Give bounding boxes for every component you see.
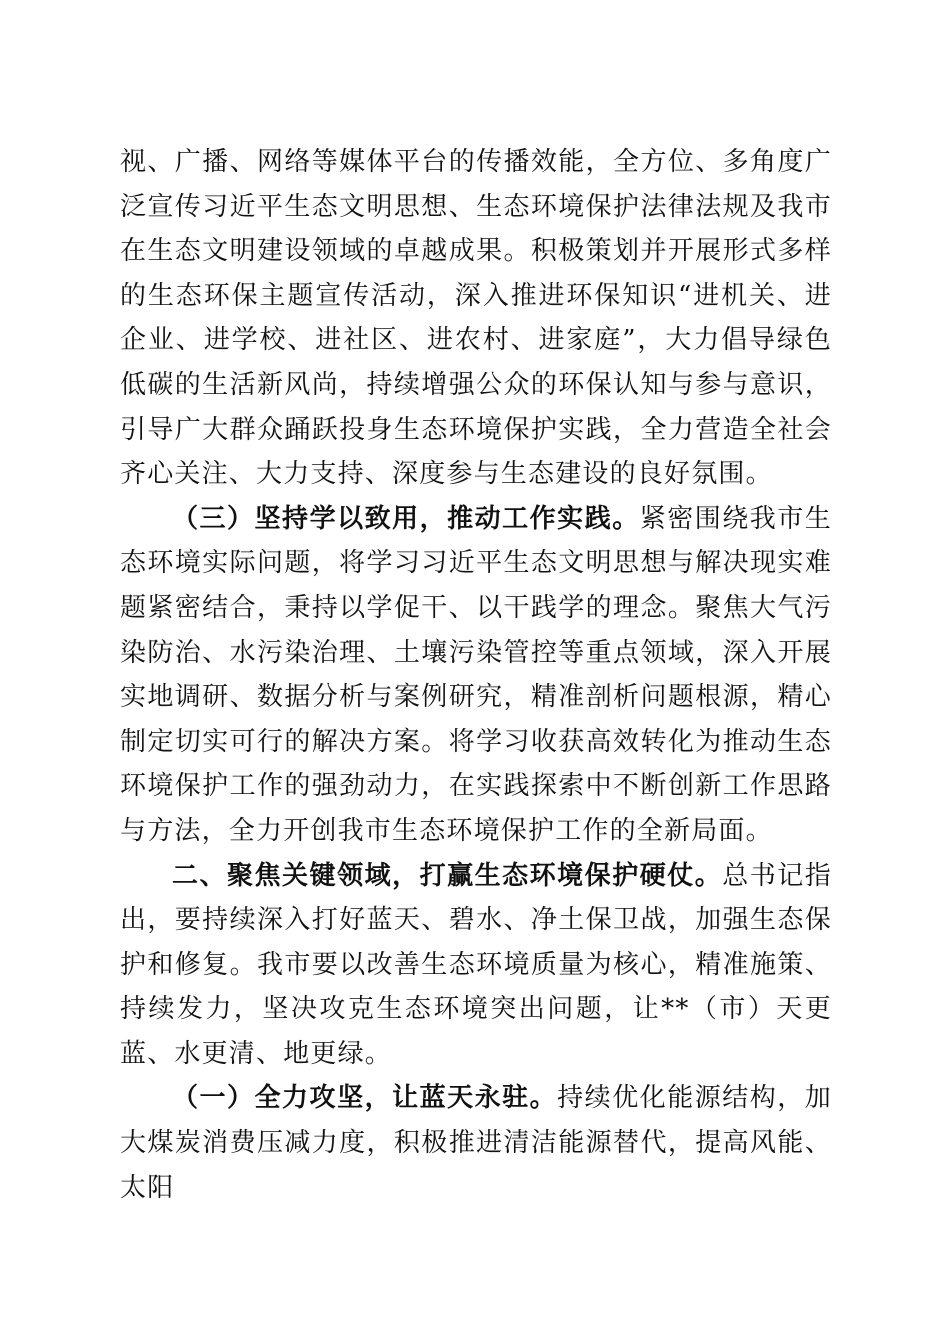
document-page: [120, 140, 832, 1210]
paragraph-key-areas: [120, 854, 832, 1077]
paragraph-blue-sky: [120, 1076, 832, 1210]
paragraph-key-areas-body: 总书记指出，要持续深入打好蓝天、碧水、净土保卫战，加强生态保护和修复。我市要以改善生态环境质量为核心，精准施策、持续发力，坚决攻克生态环境突出问题，让**（市）天更蓝、水更清、地更绿。: [120, 860, 832, 1069]
section-lead-apply-learning: （三）坚持学以致用，推动工作实践。: [172, 503, 640, 534]
paragraph-apply-learning-body: 紧密围绕我市生态环境实际问题，将学习习近平生态文明思想与解决现实难题紧密结合，秉持以学促干、以干践学的理念。聚焦大气污染防治、水污染治理、土壤污染管控等重点领域，深入开展实地调研、数据分析与案例研究，精准剖析问题根源，精心制定切实可行的解决方案。将学习收获高效转化为推动生态环境保护工作的强劲动力，在实践探索中不断创新工作思路与方法，全力开创我市生态环境保护工作的全新局面。: [120, 503, 832, 846]
section-lead-blue-sky: （一）全力攻坚，让蓝天永驻。: [172, 1083, 558, 1114]
section-heading-key-areas: 二、聚焦关键领域，打赢生态环境保护硬仗。: [172, 860, 723, 891]
paragraph-apply-learning: [120, 497, 832, 854]
paragraph-publicity: [120, 140, 832, 497]
paragraph-publicity-text: 视、广播、网络等媒体平台的传播效能，全方位、多角度广泛宣传习近平生态文明思想、生态环境保护法律法规及我市在生态文明建设领域的卓越成果。积极策划并开展形式多样的生态环保主题宣传活动，深入推进环保知识“进机关、进企业、进学校、进社区、进农村、进家庭”，大力倡导绿色低碳的生活新风尚，持续增强公众的环保认知与参与意识，引导广大群众踊跃投身生态环境保护实践，全力营造全社会齐心关注、大力支持、深度参与生态建设的良好氛围。: [120, 147, 832, 490]
paragraph-blue-sky-body: 持续优化能源结构，加大煤炭消费压减力度，积极推进清洁能源替代，提高风能、太阳: [120, 1083, 832, 1203]
